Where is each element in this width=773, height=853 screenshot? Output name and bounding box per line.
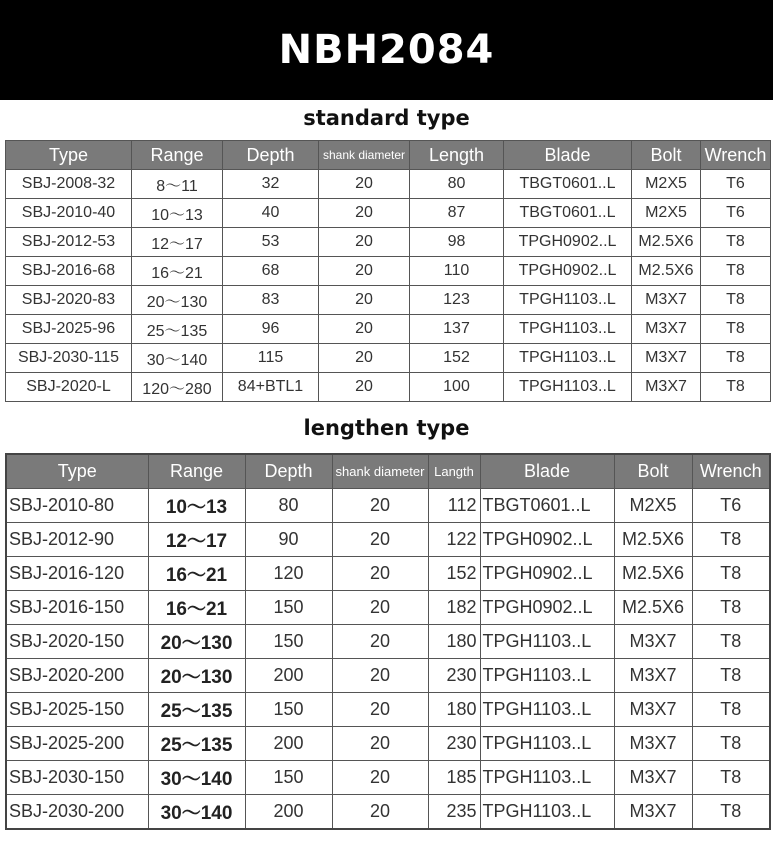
type-cell: SBJ-2020-83 <box>6 286 132 315</box>
depth-cell: 32 <box>223 170 319 199</box>
bolt-cell: M3X7 <box>614 625 692 659</box>
wrench-cell: T8 <box>701 228 771 257</box>
wrench-cell: T6 <box>701 199 771 228</box>
blade-cell: TPGH0902..L <box>480 591 614 625</box>
shank-diameter-cell: 20 <box>319 373 410 402</box>
blade-cell: TBGT0601..L <box>480 489 614 523</box>
length-cell: 137 <box>410 315 504 344</box>
type-cell: SBJ-2010-80 <box>6 489 148 523</box>
wrench-cell: T8 <box>692 659 770 693</box>
length-cell: 112 <box>428 489 480 523</box>
length-cell: 152 <box>428 557 480 591</box>
range-cell: 30～140 <box>132 344 223 373</box>
col-header-shank-diameter: shank diameter <box>319 141 410 170</box>
range-cell: 25～135 <box>148 693 245 727</box>
type-cell: SBJ-2030-150 <box>6 761 148 795</box>
blade-cell: TPGH1103..L <box>480 795 614 830</box>
blade-cell: TPGH1103..L <box>480 625 614 659</box>
col-header-length: Langth <box>428 454 480 489</box>
blade-cell: TPGH1103..L <box>504 315 632 344</box>
type-cell: SBJ-2020-150 <box>6 625 148 659</box>
type-cell: SBJ-2016-120 <box>6 557 148 591</box>
wrench-cell: T8 <box>701 286 771 315</box>
lengthen-type-table <box>5 453 771 830</box>
col-header-blade: Blade <box>480 454 614 489</box>
wrench-cell: T8 <box>692 761 770 795</box>
blade-cell: TPGH0902..L <box>480 557 614 591</box>
length-cell: 180 <box>428 625 480 659</box>
shank-diameter-cell: 20 <box>332 625 428 659</box>
col-header-wrench: Wrench <box>701 141 771 170</box>
range-cell: 20～130 <box>148 659 245 693</box>
type-cell: SBJ-2008-32 <box>6 170 132 199</box>
bolt-cell: M2X5 <box>632 199 701 228</box>
bolt-cell: M3X7 <box>632 344 701 373</box>
depth-cell: 68 <box>223 257 319 286</box>
shank-diameter-cell: 20 <box>319 170 410 199</box>
depth-cell: 96 <box>223 315 319 344</box>
range-cell: 10～13 <box>132 199 223 228</box>
depth-cell: 150 <box>245 591 332 625</box>
table-row <box>6 761 770 795</box>
length-cell: 230 <box>428 659 480 693</box>
depth-cell: 40 <box>223 199 319 228</box>
table-row <box>6 373 771 402</box>
type-cell: SBJ-2016-68 <box>6 257 132 286</box>
table-row <box>6 795 770 830</box>
type-cell: SBJ-2012-53 <box>6 228 132 257</box>
length-cell: 235 <box>428 795 480 830</box>
bolt-cell: M3X7 <box>632 315 701 344</box>
type-cell: SBJ-2020-200 <box>6 659 148 693</box>
length-cell: 110 <box>410 257 504 286</box>
depth-cell: 200 <box>245 727 332 761</box>
wrench-cell: T8 <box>692 693 770 727</box>
range-cell: 20～130 <box>148 625 245 659</box>
wrench-cell: T8 <box>692 727 770 761</box>
wrench-cell: T8 <box>692 523 770 557</box>
length-cell: 122 <box>428 523 480 557</box>
bolt-cell: M3X7 <box>614 659 692 693</box>
table-row <box>6 659 770 693</box>
bolt-cell: M3X7 <box>614 795 692 830</box>
depth-cell: 200 <box>245 795 332 830</box>
blade-cell: TPGH1103..L <box>480 727 614 761</box>
header-row <box>6 141 771 170</box>
blade-cell: TPGH1103..L <box>504 373 632 402</box>
range-cell: 8～11 <box>132 170 223 199</box>
lengthen-table-header <box>6 454 770 489</box>
length-cell: 123 <box>410 286 504 315</box>
wrench-cell: T8 <box>701 257 771 286</box>
shank-diameter-cell: 20 <box>332 489 428 523</box>
blade-cell: TPGH1103..L <box>480 761 614 795</box>
blade-cell: TBGT0601..L <box>504 170 632 199</box>
length-cell: 100 <box>410 373 504 402</box>
wrench-cell: T8 <box>692 557 770 591</box>
blade-cell: TPGH1103..L <box>504 344 632 373</box>
depth-cell: 150 <box>245 761 332 795</box>
bolt-cell: M3X7 <box>614 727 692 761</box>
lengthen-table-body <box>6 489 770 830</box>
col-header-depth: Depth <box>223 141 319 170</box>
depth-cell: 150 <box>245 625 332 659</box>
blade-cell: TPGH1103..L <box>480 693 614 727</box>
bolt-cell: M2X5 <box>614 489 692 523</box>
col-header-shank-diameter: shank diameter <box>332 454 428 489</box>
blade-cell: TPGH0902..L <box>480 523 614 557</box>
type-cell: SBJ-2012-90 <box>6 523 148 557</box>
range-cell: 30～140 <box>148 761 245 795</box>
lengthen-type-heading: lengthen type <box>303 416 470 440</box>
length-cell: 185 <box>428 761 480 795</box>
depth-cell: 200 <box>245 659 332 693</box>
shank-diameter-cell: 20 <box>319 286 410 315</box>
col-header-range: Range <box>148 454 245 489</box>
length-cell: 98 <box>410 228 504 257</box>
shank-diameter-cell: 20 <box>332 795 428 830</box>
type-cell: SBJ-2020-L <box>6 373 132 402</box>
blade-cell: TPGH1103..L <box>480 659 614 693</box>
table-row <box>6 489 770 523</box>
bolt-cell: M3X7 <box>614 761 692 795</box>
table-row <box>6 170 771 199</box>
standard-table-body <box>6 170 771 402</box>
wrench-cell: T8 <box>692 795 770 830</box>
table-row <box>6 344 771 373</box>
table-row <box>6 199 771 228</box>
range-cell: 120～280 <box>132 373 223 402</box>
length-cell: 87 <box>410 199 504 228</box>
shank-diameter-cell: 20 <box>332 523 428 557</box>
title-banner <box>0 0 773 100</box>
wrench-cell: T8 <box>701 373 771 402</box>
wrench-cell: T6 <box>692 489 770 523</box>
col-header-length: Length <box>410 141 504 170</box>
range-cell: 16～21 <box>132 257 223 286</box>
standard-type-heading: standard type <box>303 106 470 130</box>
type-cell: SBJ-2010-40 <box>6 199 132 228</box>
standard-type-table <box>5 140 771 402</box>
wrench-cell: T8 <box>692 591 770 625</box>
bolt-cell: M2.5X6 <box>614 523 692 557</box>
type-cell: SBJ-2030-200 <box>6 795 148 830</box>
table-row <box>6 257 771 286</box>
shank-diameter-cell: 20 <box>319 344 410 373</box>
shank-diameter-cell: 20 <box>319 199 410 228</box>
depth-cell: 90 <box>245 523 332 557</box>
col-header-range: Range <box>132 141 223 170</box>
length-cell: 152 <box>410 344 504 373</box>
bolt-cell: M3X7 <box>632 373 701 402</box>
bolt-cell: M3X7 <box>632 286 701 315</box>
shank-diameter-cell: 20 <box>332 659 428 693</box>
range-cell: 20～130 <box>132 286 223 315</box>
col-header-blade: Blade <box>504 141 632 170</box>
table-row <box>6 625 770 659</box>
bolt-cell: M2.5X6 <box>614 557 692 591</box>
blade-cell: TPGH0902..L <box>504 228 632 257</box>
depth-cell: 84+BTL1 <box>223 373 319 402</box>
standard-table-header <box>6 141 771 170</box>
depth-cell: 53 <box>223 228 319 257</box>
type-cell: SBJ-2025-200 <box>6 727 148 761</box>
col-header-wrench: Wrench <box>692 454 770 489</box>
table-row <box>6 523 770 557</box>
blade-cell: TPGH0902..L <box>504 257 632 286</box>
header-row <box>6 454 770 489</box>
bolt-cell: M2X5 <box>632 170 701 199</box>
shank-diameter-cell: 20 <box>332 557 428 591</box>
depth-cell: 115 <box>223 344 319 373</box>
type-cell: SBJ-2025-96 <box>6 315 132 344</box>
shank-diameter-cell: 20 <box>319 315 410 344</box>
bolt-cell: M2.5X6 <box>632 228 701 257</box>
length-cell: 180 <box>428 693 480 727</box>
depth-cell: 83 <box>223 286 319 315</box>
bolt-cell: M2.5X6 <box>614 591 692 625</box>
table-row <box>6 693 770 727</box>
shank-diameter-cell: 20 <box>319 257 410 286</box>
bolt-cell: M2.5X6 <box>632 257 701 286</box>
table-row <box>6 228 771 257</box>
page-title: NBH2084 <box>278 27 495 73</box>
table-row <box>6 591 770 625</box>
length-cell: 80 <box>410 170 504 199</box>
range-cell: 16～21 <box>148 591 245 625</box>
table-row <box>6 286 771 315</box>
range-cell: 30～140 <box>148 795 245 830</box>
col-header-bolt: Bolt <box>632 141 701 170</box>
wrench-cell: T8 <box>701 315 771 344</box>
length-cell: 182 <box>428 591 480 625</box>
range-cell: 10～13 <box>148 489 245 523</box>
shank-diameter-cell: 20 <box>332 693 428 727</box>
type-cell: SBJ-2030-115 <box>6 344 132 373</box>
range-cell: 25～135 <box>132 315 223 344</box>
col-header-type: Type <box>6 141 132 170</box>
table-row <box>6 727 770 761</box>
range-cell: 12～17 <box>132 228 223 257</box>
range-cell: 12～17 <box>148 523 245 557</box>
depth-cell: 120 <box>245 557 332 591</box>
bolt-cell: M3X7 <box>614 693 692 727</box>
type-cell: SBJ-2025-150 <box>6 693 148 727</box>
shank-diameter-cell: 20 <box>332 591 428 625</box>
length-cell: 230 <box>428 727 480 761</box>
shank-diameter-cell: 20 <box>319 228 410 257</box>
wrench-cell: T6 <box>701 170 771 199</box>
wrench-cell: T8 <box>692 625 770 659</box>
depth-cell: 150 <box>245 693 332 727</box>
shank-diameter-cell: 20 <box>332 761 428 795</box>
shank-diameter-cell: 20 <box>332 727 428 761</box>
table-row <box>6 315 771 344</box>
blade-cell: TPGH1103..L <box>504 286 632 315</box>
table-row <box>6 557 770 591</box>
type-cell: SBJ-2016-150 <box>6 591 148 625</box>
wrench-cell: T8 <box>701 344 771 373</box>
depth-cell: 80 <box>245 489 332 523</box>
range-cell: 16～21 <box>148 557 245 591</box>
col-header-type: Type <box>6 454 148 489</box>
range-cell: 25～135 <box>148 727 245 761</box>
col-header-depth: Depth <box>245 454 332 489</box>
col-header-bolt: Bolt <box>614 454 692 489</box>
blade-cell: TBGT0601..L <box>504 199 632 228</box>
